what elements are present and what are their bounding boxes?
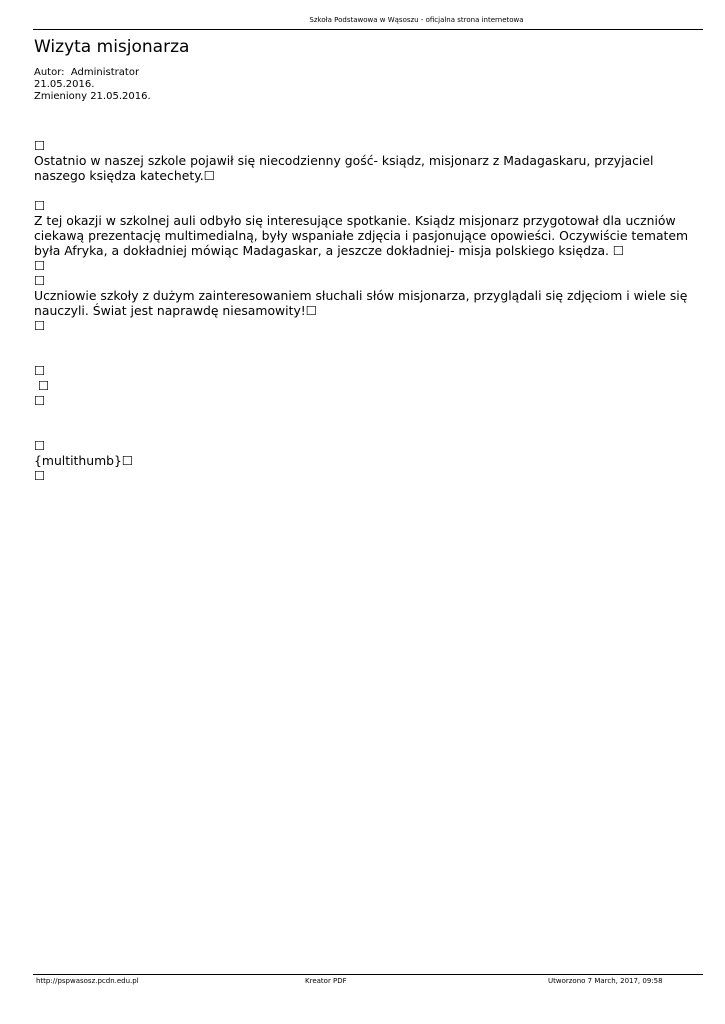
paragraph-gap [34,183,694,198]
footer-generator: Kreator PDF [305,977,347,985]
placeholder-box: ☐ [34,318,46,333]
article-title: Wizyta misjonarza [34,37,190,57]
placeholder-box: ☐ [34,138,46,153]
placeholder-box: ☐ [34,258,46,273]
paragraph-line: była Afryka, a dokładniej mówiąc Madagaskar, a jeszcze dokładniej- misja polskiego księdza. ☐ [34,243,625,258]
article-body [34,138,694,483]
paragraph-line: nauczyli. Świat jest naprawdę niesamowity!☐ [34,303,317,318]
placeholder-box: ☐ [34,273,46,288]
header-divider [33,29,703,30]
article-modified: Zmieniony 21.05.2016. [34,91,151,102]
footer-url: http://pspwasosz.pcdn.edu.pl [36,977,139,985]
paragraph-line: Z tej okazji w szkolnej auli odbyło się interesujące spotkanie. Ksiądz misjonarz przygotował dla uczniów [34,213,676,228]
placeholder-box: ☐ [34,198,46,213]
paragraph-gap [34,408,694,438]
site-header-title: Szkoła Podstawowa w Wąsoszu - oficjalna strona internetowa [309,16,524,24]
paragraph-line: ciekawą prezentację multimedialną, były wspaniałe zdjęcia i pasjonujące opowieści. Oczywiście tematem [34,228,689,243]
placeholder-box: ☐ [34,393,46,408]
article-meta [34,67,151,103]
footer-created: Utworzono 7 March, 2017, 09:58 [548,977,663,985]
footer-divider [33,974,703,975]
paragraph-gap [34,333,694,363]
placeholder-box: ☐ [34,438,46,453]
paragraph-line: Ostatnio w naszej szkole pojawił się niecodzienny gość- ksiądz, misjonarz z Madagaskaru, przyjaciel [34,153,654,168]
placeholder-box: ☐ [34,468,46,483]
multithumb-tag: {multithumb}☐ [34,453,134,468]
placeholder-box: ☐ [34,378,50,393]
paragraph-line: Uczniowie szkoły z dużym zainteresowaniem słuchali słów misjonarza, przyglądali się zdjęciom i wiele się [34,288,688,303]
article-author: Autor: Administrator [34,67,140,78]
placeholder-box: ☐ [34,363,46,378]
paragraph-line: naszego księdza katechety.☐ [34,168,215,183]
article-date: 21.05.2016. [34,79,95,90]
